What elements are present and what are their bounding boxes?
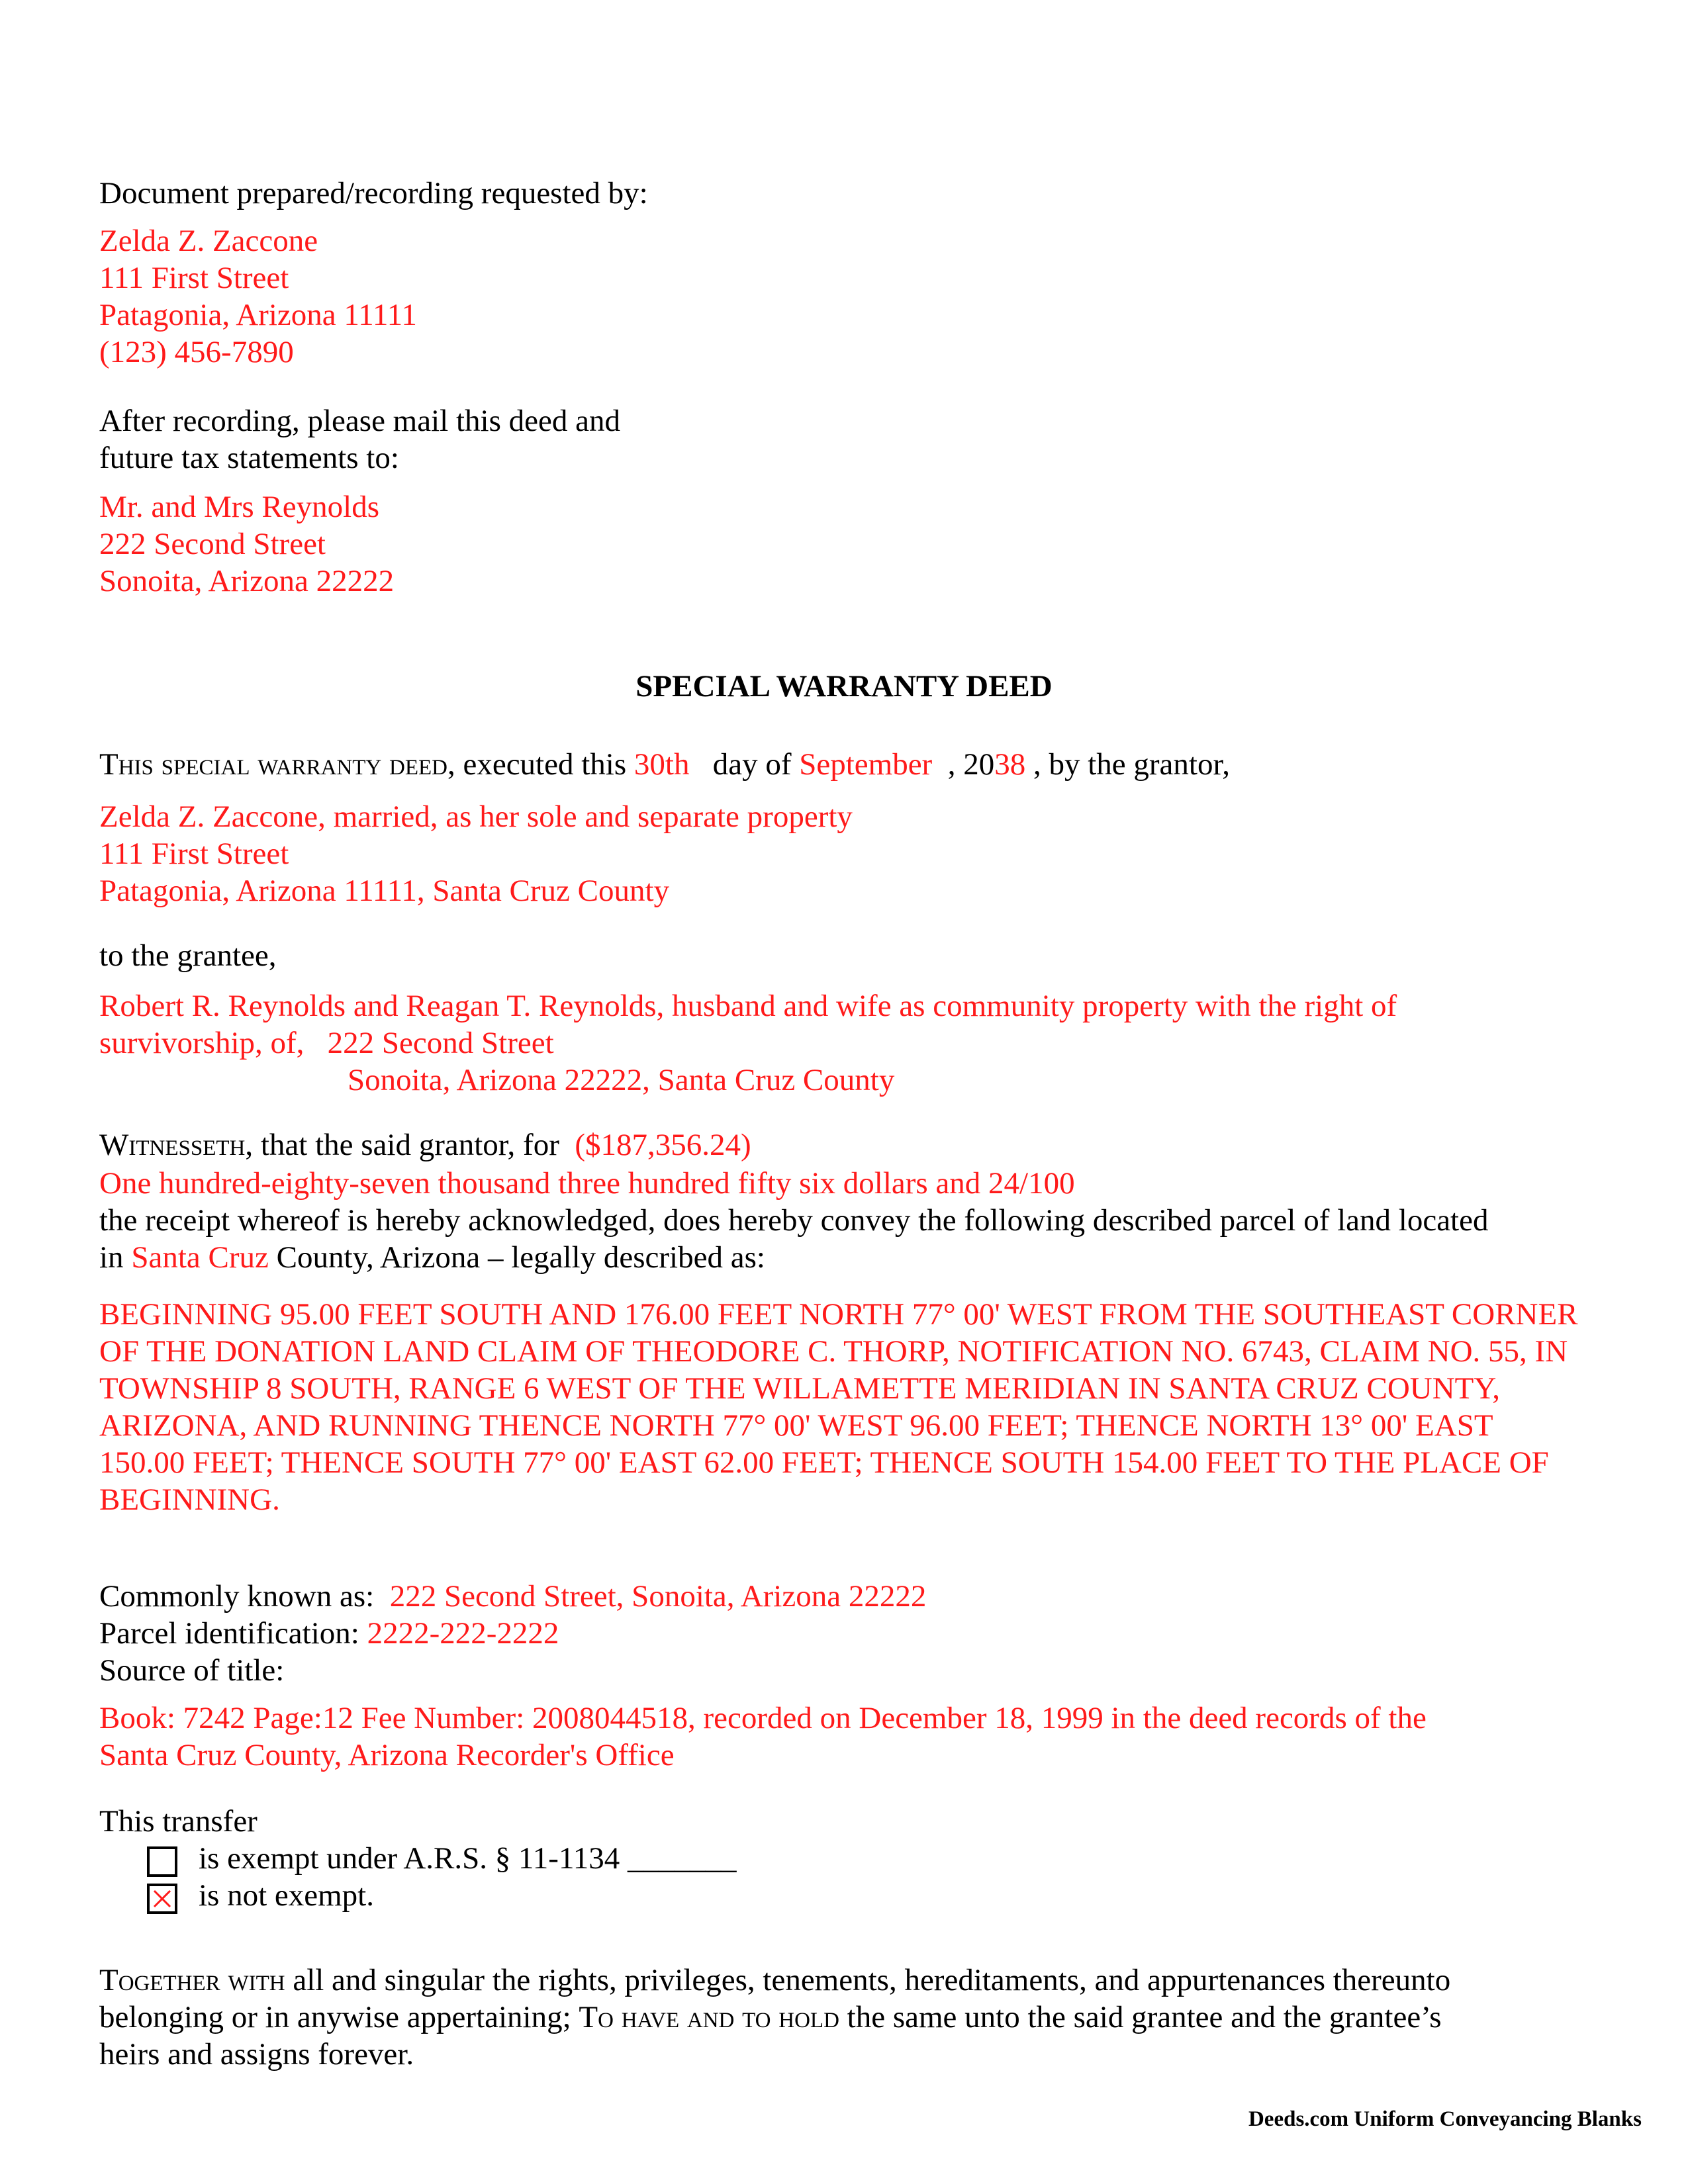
not-exempt-label: is not exempt.	[199, 1878, 374, 1913]
consideration-words: One hundred-eighty-seven thousand three hundred fifty six dollars and 24/100	[99, 1166, 1075, 1201]
intro-text-4: , by the grantor,	[1033, 747, 1230, 782]
intro-text-3: , 20	[947, 747, 995, 782]
preparer-phone: (123) 456-7890	[99, 335, 294, 369]
grantee-street: 222 Second Street	[327, 1026, 554, 1060]
execution-year: 38	[994, 747, 1026, 782]
mail-to-heading-1: After recording, please mail this deed and	[99, 404, 620, 438]
source-of-title-label: Source of title:	[99, 1653, 285, 1688]
grantee-survivorship: survivorship, of,	[99, 1026, 305, 1060]
execution-day: 30th	[633, 747, 690, 782]
execution-month: September	[799, 747, 933, 782]
prepared-by-heading: Document prepared/recording requested by:	[99, 176, 648, 210]
grantor-street: 111 First Street	[99, 837, 289, 871]
grantee-city: Sonoita, Arizona 22222, Santa Cruz County	[348, 1063, 895, 1097]
together-text-2: belonging or in anywise appertaining;	[99, 2000, 571, 2034]
exempt-label: is exempt under A.R.S. § 11-1134 _______	[199, 1841, 737, 1876]
habendum-caps: To have and to hold	[579, 2000, 839, 2034]
witness-caps: Witnesseth	[99, 1128, 246, 1162]
legal-description: BEGINNING 95.00 FEET SOUTH AND 176.00 FEET NORTH 77° 00' WEST FROM THE SOUTHEAST CORNER OF THE DONATION LAND CLAIM OF THEODORE C. THORP, NOTIFICATION NO. 6743, CLAIM NO. 55, IN TOWNSHIP 8 SOUTH, RANGE 6 WEST OF THE WILLAMETTE MERIDIAN IN SANTA CRUZ COUNTY, ARIZONA, AND RUNNING THENCE NORTH 77° 00' WEST 96.00 FEET; THENCE NORTH 13° 00' EAST 150.00 FEET; THENCE SOUTH 77° 00' EAST 62.00 FEET; THENCE SOUTH 154.00 FEET TO THE PLACE OF BEGINNING.	[99, 1297, 1578, 1517]
transfer-heading: This transfer	[99, 1804, 258, 1839]
checkmark-x-icon	[152, 1889, 172, 1909]
grantee-line-2	[99, 1024, 554, 1062]
parcel-line	[99, 1615, 559, 1652]
deed-page	[99, 0, 1589, 2184]
intro-caps: This special warranty deed	[99, 747, 447, 782]
together-line-3: heirs and assigns forever.	[99, 2037, 414, 2071]
witness-line-3	[99, 1239, 765, 1276]
intro-text-1: , executed this	[447, 747, 627, 782]
to-grantee-label: to the grantee,	[99, 938, 277, 973]
mail-to-name: Mr. and Mrs Reynolds	[99, 490, 379, 524]
source-of-title-line-1: Book: 7242 Page:12 Fee Number: 2008044518, recorded on December 18, 1999 in the deed records of the	[99, 1701, 1427, 1735]
together-line-2	[99, 1999, 1442, 2036]
together-text-1: all and singular the rights, privileges, tenements, hereditaments, and appurtenances thereunto	[293, 1963, 1451, 1997]
grantee-names: Robert R. Reynolds and Reagan T. Reynolds, husband and wife as community property with the right of	[99, 989, 1397, 1023]
property-county: Santa Cruz	[131, 1240, 269, 1275]
together-text-3: the same unto the said grantee and the grantee’s	[847, 2000, 1442, 2034]
witness-text-3a: in	[99, 1240, 124, 1275]
source-of-title-line-2: Santa Cruz County, Arizona Recorder's Office	[99, 1738, 675, 1772]
parcel-value: 2222-222-2222	[367, 1616, 559, 1651]
together-line-1	[99, 1962, 1450, 1999]
intro-text-2: day of	[712, 747, 792, 782]
mail-to-street: 222 Second Street	[99, 527, 326, 561]
witness-text-3b: County, Arizona – legally described as:	[276, 1240, 765, 1275]
parcel-label: Parcel identification:	[99, 1616, 359, 1651]
preparer-name: Zelda Z. Zaccone	[99, 224, 318, 258]
witness-text-1: , that the said grantor, for	[245, 1128, 559, 1162]
exempt-checkbox[interactable]	[147, 1846, 177, 1877]
deed-title: SPECIAL WARRANTY DEED	[635, 669, 1053, 704]
together-caps: Together with	[99, 1963, 285, 1997]
witness-text-2: the receipt whereof is hereby acknowledged, does hereby convey the following described parcel of land located	[99, 1203, 1489, 1238]
commonly-known-value: 222 Second Street, Sonoita, Arizona 22222	[389, 1579, 927, 1614]
not-exempt-checkbox[interactable]	[147, 1884, 177, 1914]
footer-credit: Deeds.com Uniform Conveyancing Blanks	[1248, 2107, 1642, 2131]
intro-line	[99, 746, 1230, 783]
consideration-amount: ($187,356.24)	[575, 1128, 751, 1162]
commonly-known-label: Commonly known as:	[99, 1579, 375, 1614]
preparer-city: Patagonia, Arizona 11111	[99, 298, 417, 332]
mail-to-city: Sonoita, Arizona 22222	[99, 564, 395, 598]
mail-to-heading-2: future tax statements to:	[99, 441, 399, 475]
grantor-name: Zelda Z. Zaccone, married, as her sole and separate property	[99, 799, 853, 834]
commonly-known-line	[99, 1578, 926, 1615]
preparer-street: 111 First Street	[99, 261, 289, 295]
witness-line	[99, 1126, 751, 1163]
grantor-city: Patagonia, Arizona 11111, Santa Cruz County	[99, 874, 670, 908]
